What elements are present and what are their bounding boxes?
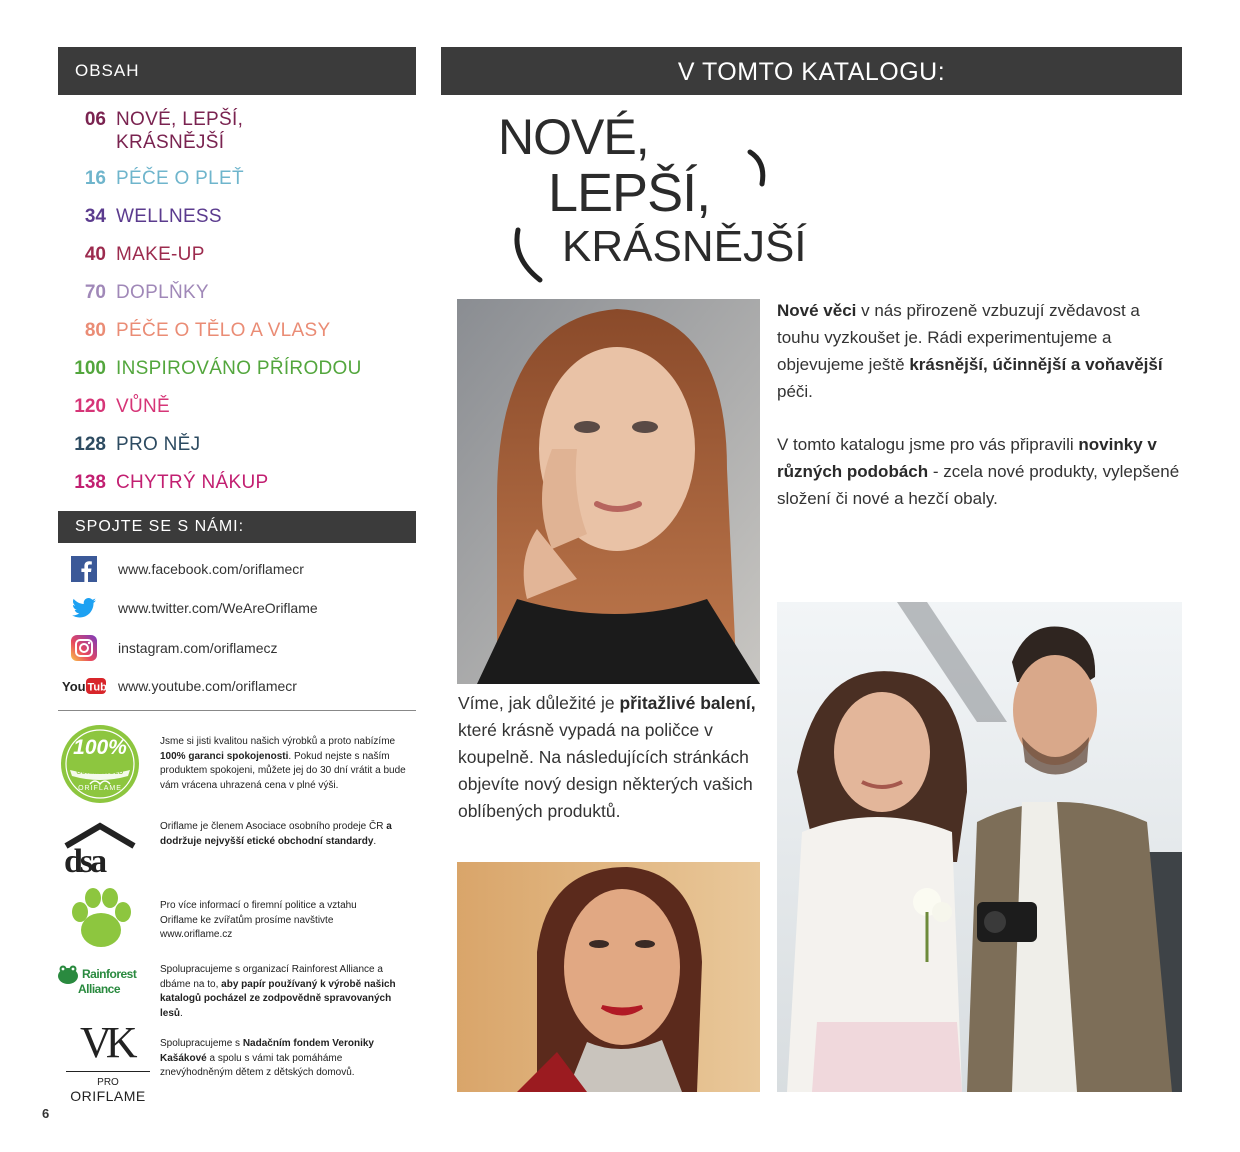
intro-paragraph-3 — [458, 690, 763, 825]
toc-label-line: WELLNESS — [116, 206, 222, 227]
model-portrait-photo — [457, 299, 760, 684]
toc-page-number: 34 — [84, 206, 106, 227]
rainforest-text-bold: aby papír používaný k výrobě našich katalogů pocházel ze zodpovědně spravovaných lesů — [160, 978, 396, 1019]
toc-item[interactable] — [60, 108, 243, 154]
toc-item[interactable] — [60, 471, 268, 494]
twitter-link-text: www.twitter.com/WeAreOriflame — [118, 600, 318, 616]
toc-label — [116, 433, 200, 456]
facebook-icon — [60, 556, 108, 582]
toc-page-number: 06 — [84, 109, 106, 130]
headline-bracket-decoration — [500, 140, 780, 290]
p2-text-2: - zcela nové produkty, vylepšené složení či nové a hezčí obaly. — [777, 462, 1180, 508]
dsa-text — [160, 820, 422, 849]
rainforest-text-1: Spolupracujeme s organizací Rainforest Alliance a dbáme na to, — [160, 964, 383, 990]
toc-item[interactable] — [60, 205, 222, 228]
toc-page-number: 120 — [74, 396, 106, 417]
toc-label-line: NOVÉ, LEPŠÍ, — [116, 109, 244, 130]
dsa-logo-icon — [62, 824, 138, 880]
social-link-twitter[interactable] — [60, 593, 390, 623]
paw-icon — [66, 886, 136, 950]
headline-line-3: KRÁSNĚJŠÍ — [562, 222, 807, 271]
toc-page-number: 138 — [74, 472, 106, 493]
toc-item[interactable] — [60, 243, 205, 266]
toc-label — [116, 205, 222, 228]
couple-photo — [777, 602, 1182, 1092]
toc-page-number: 40 — [84, 244, 106, 265]
p1-bold-2: krásnější, účinnější a voňavější — [909, 355, 1163, 374]
toc-label-line: PRO NĚJ — [116, 434, 201, 455]
vk-logo-brand: ORIFLAME — [70, 1088, 146, 1104]
divider — [58, 710, 416, 711]
social-link-youtube[interactable] — [60, 671, 390, 701]
rainforest-logo-text-2: Alliance — [78, 982, 121, 996]
toc-label-line: INSPIROVÁNO PŘÍRODOU — [116, 358, 362, 379]
facebook-link-text: www.facebook.com/oriflamecr — [118, 561, 304, 577]
toc-label — [116, 167, 244, 190]
toc-label-line: DOPLŇKY — [116, 282, 209, 303]
guarantee-badge-brand: ORIFLAME — [78, 785, 122, 792]
toc-label-line: KRÁSNĚJŠÍ — [116, 132, 225, 153]
frog-icon — [56, 964, 80, 986]
toc-item[interactable] — [60, 395, 170, 418]
p2-bold-1: novinky v různých podobách — [777, 435, 1157, 481]
toc-label-line: MAKE-UP — [116, 244, 205, 265]
intro-paragraph-1 — [777, 297, 1182, 405]
toc-label — [116, 395, 170, 418]
toc-label-line: CHYTRÝ NÁKUP — [116, 472, 269, 493]
social-link-instagram[interactable] — [60, 633, 390, 663]
guarantee-badge-icon — [60, 724, 140, 804]
toc-page-number: 100 — [74, 358, 106, 379]
p1-text-2: péči. — [777, 382, 813, 401]
p2-text-1: V tomto katalogu jsme pro vás připravili — [777, 435, 1079, 454]
p1-bold-1: Nové věci — [777, 301, 857, 320]
toc-page-number: 16 — [84, 168, 106, 189]
social-header: SPOJTE SE S NÁMI: — [58, 511, 416, 543]
paw-text: Pro více informací o firemní politice a vztahu Oriflame ke zvířatům prosíme navštivte www.oriflame.cz — [160, 900, 357, 940]
vk-logo-text: VK — [80, 1018, 132, 1067]
twitter-icon — [60, 598, 108, 618]
guarantee-badge-percent: 100% — [73, 736, 127, 759]
rainforest-text — [160, 963, 410, 1021]
youtube-link-text: www.youtube.com/oriflamecr — [118, 678, 297, 694]
p3-bold-1: přitažlivé balení, — [619, 693, 756, 713]
headline-line-1: NOVÉ, — [498, 109, 649, 165]
toc-item[interactable] — [60, 433, 200, 456]
toc-page-number: 80 — [84, 320, 106, 341]
toc-label — [116, 281, 209, 304]
toc-label — [116, 319, 330, 342]
guarantee-text-2: . Pokud nejste s naším produktem spokojeni, můžete jej do 30 dní vrátit a bude vám vrácena uhrazená cena v plné výši. — [160, 750, 406, 791]
guarantee-text — [160, 735, 422, 793]
rainforest-alliance-logo — [56, 964, 151, 1004]
toc-item[interactable] — [60, 357, 362, 380]
p3-text-1: Víme, jak důležité je — [458, 693, 620, 713]
toc-page-number: 128 — [74, 434, 106, 455]
p1-text-1: v nás přirozeně vzbuzují zvědavost a touhu vyzkoušet je. Rádi experimentujeme a objevujeme ještě — [777, 301, 1140, 374]
page-number: 6 — [42, 1106, 50, 1121]
dsa-text-1: Oriflame je členem Asociace osobního prodeje ČR — [160, 821, 384, 832]
toc-page-number: 70 — [84, 282, 106, 303]
instagram-link-text: instagram.com/oriflamecz — [118, 640, 278, 656]
toc-label-line: VŮNĚ — [116, 396, 170, 417]
toc-label — [116, 357, 362, 380]
rainforest-logo-text-1: Rainforest — [82, 967, 137, 981]
svg-text:Tube: Tube — [87, 681, 113, 694]
guarantee-badge-text: GUARANTEED — [76, 770, 124, 776]
toc-item[interactable] — [60, 167, 244, 190]
vk-text-1: Spolupracujeme s — [160, 1038, 241, 1049]
contents-header: OBSAH — [58, 47, 416, 95]
toc-item[interactable] — [60, 319, 330, 342]
model-red-lips-photo — [457, 862, 760, 1092]
vk-logo-pro: PRO — [97, 1077, 119, 1088]
rainforest-text-2: . — [180, 1007, 183, 1019]
toc-label — [116, 471, 268, 494]
p3-text-2: které krásně vypadá na poličce v koupelně. Na následujících stránkách objevíte nový design některých vašich oblíbených produktů. — [458, 720, 753, 821]
social-link-facebook[interactable] — [60, 554, 390, 584]
svg-text:You: You — [62, 679, 86, 694]
toc-label — [116, 243, 205, 266]
dsa-text-bold: a dodržuje nejvyšší etické obchodní standardy — [160, 821, 392, 847]
dsa-text-2: . — [373, 835, 377, 847]
toc-label-line: PÉČE O TĚLO A VLASY — [116, 320, 331, 341]
vk-text-bold: Nadačním fondem Veroniky Kašákové — [160, 1038, 374, 1064]
youtube-icon — [60, 677, 113, 695]
toc-item[interactable] — [60, 281, 209, 304]
dsa-logo-text: dsa — [64, 843, 105, 880]
vk-text-2: a spolu s vámi tak pomáháme znevýhodněným dětem z dětských domovů. — [160, 1052, 355, 1078]
vk-logo-line — [66, 1071, 150, 1072]
toc-label-line: PÉČE O PLEŤ — [116, 168, 244, 189]
guarantee-text-bold: 100% garanci spokojenosti — [160, 750, 289, 762]
catalog-header: V TOMTO KATALOGU: — [441, 47, 1182, 95]
vk-pro-oriflame-logo — [66, 1017, 150, 1109]
intro-paragraph-2 — [777, 431, 1182, 512]
guarantee-text-1: Jsme si jisti kvalitou našich výrobků a proto nabízíme — [160, 736, 396, 747]
toc-label — [116, 108, 243, 154]
vk-text — [160, 1037, 410, 1081]
headline-line-2: LEPŠÍ, — [548, 163, 711, 223]
instagram-icon — [60, 635, 108, 661]
